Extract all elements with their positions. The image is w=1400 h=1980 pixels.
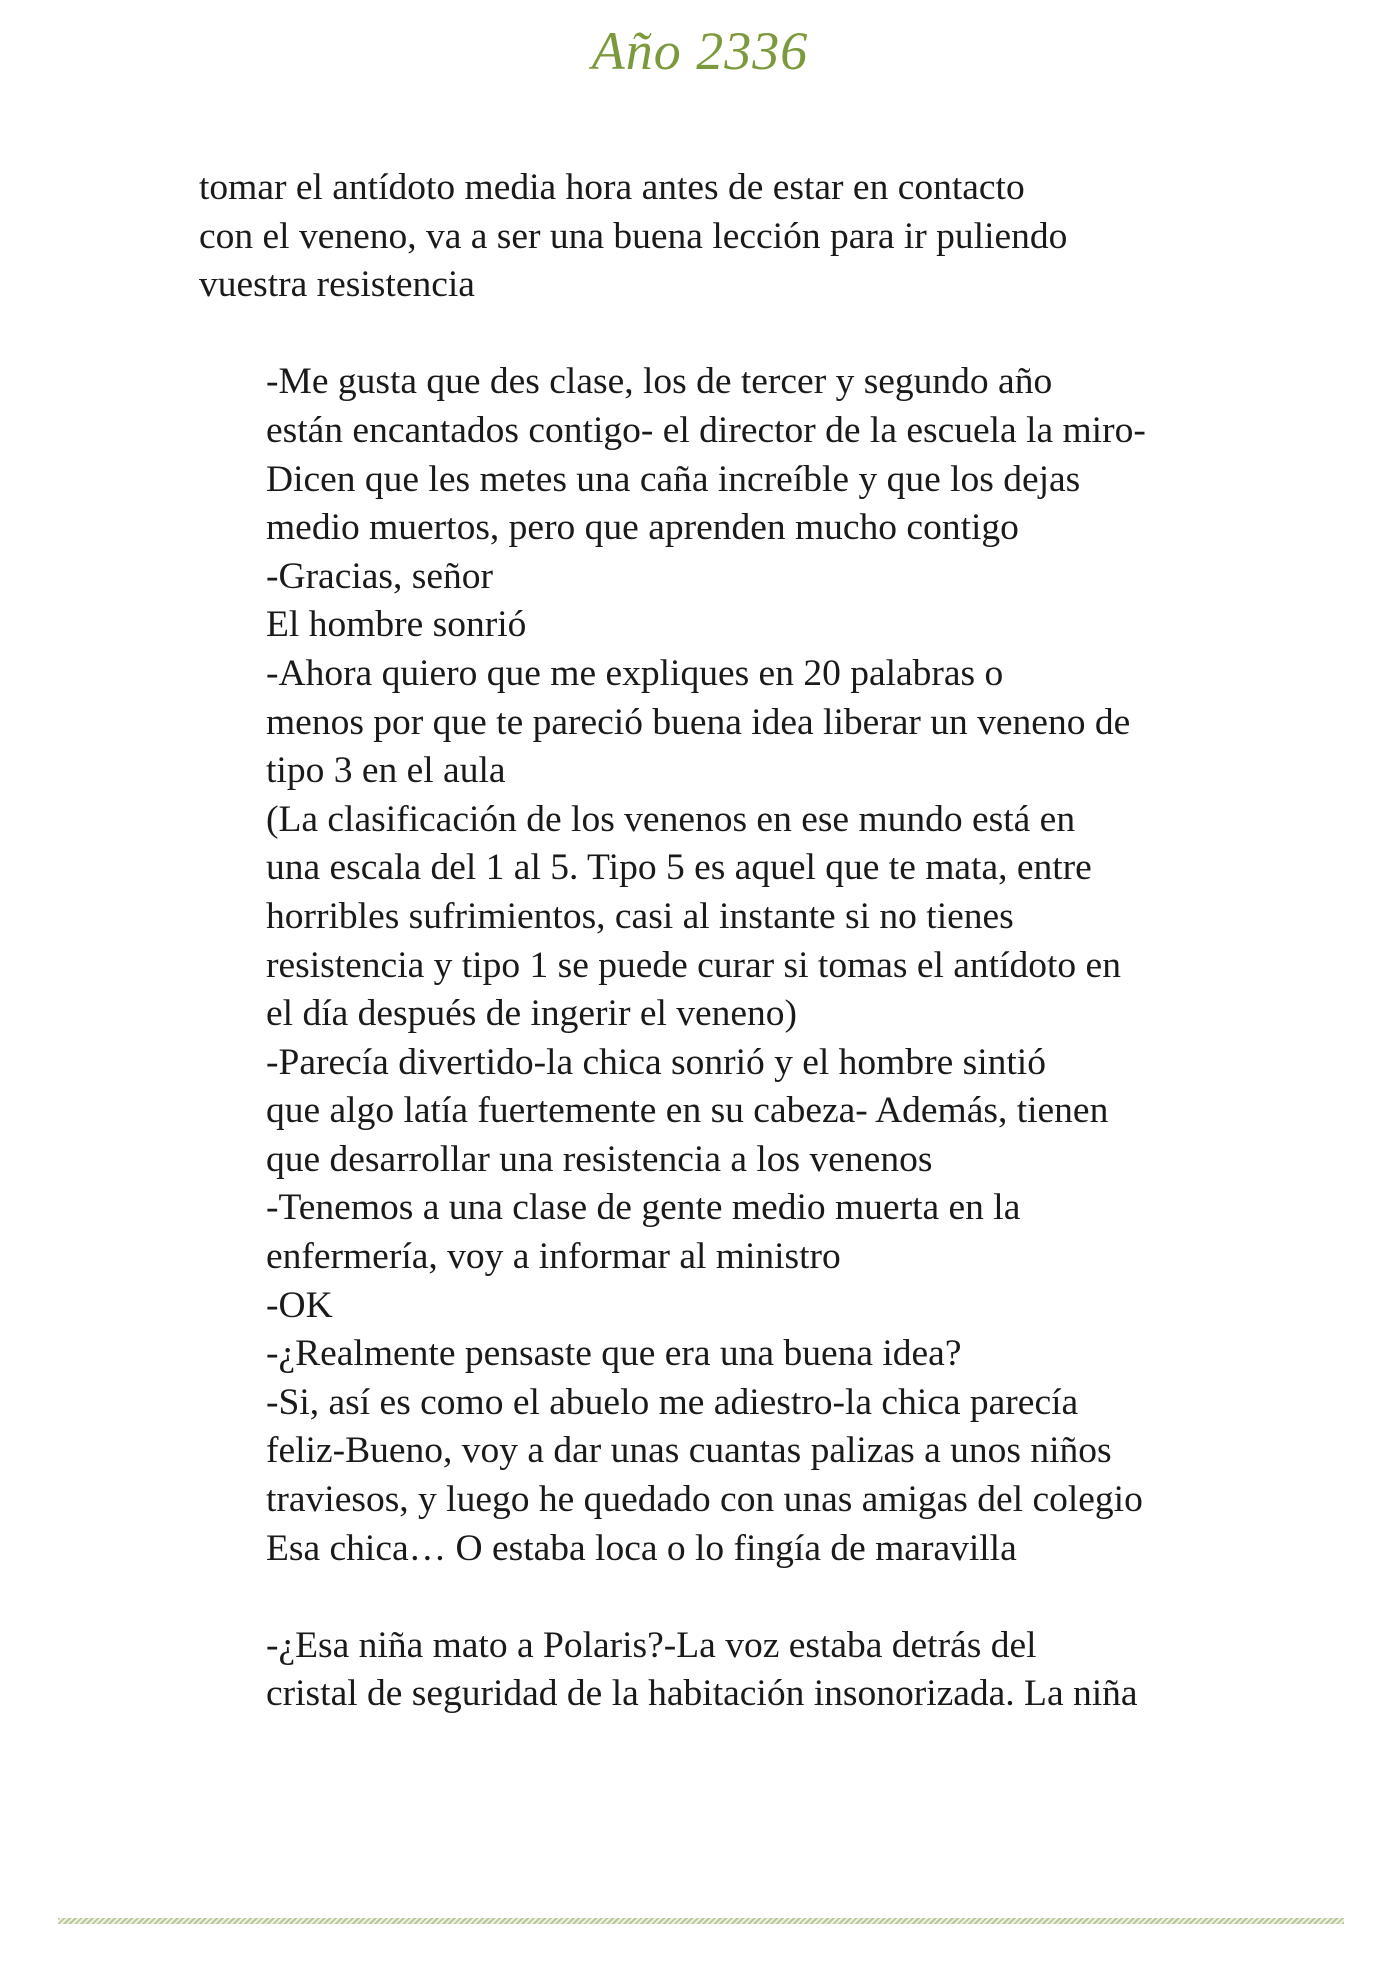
page-body [199,164,1219,1719]
text-line: -Si, así es como el abuelo me adiestro-la chica parecía [266,1381,1079,1423]
text-line: -Parecía divertido-la chica sonrió y el hombre sintió [266,1041,1046,1083]
text-line: que algo latía fuertemente en su cabeza- Además, tienen [266,1090,1109,1132]
text-line: resistencia y tipo 1 se puede curar si tomas el antídoto en [266,944,1121,986]
text-line: traviesos, y luego he quedado con unas amigas del colegio [266,1479,1143,1521]
paragraph [199,796,1219,1039]
paragraph [199,601,1219,650]
paragraph [199,1184,1219,1281]
paragraph [199,1330,1219,1379]
text-line: que desarrollar una resistencia a los venenos [266,1138,933,1180]
text-line: -Me gusta que des clase, los de tercer y segundo año [266,361,1053,403]
paragraph-spacer [199,1573,1219,1622]
paragraph [199,1282,1219,1331]
text-line: feliz-Bueno, voy a dar unas cuantas palizas a unos niños [266,1430,1112,1472]
text-line: cristal de seguridad de la habitación insonorizada. La niña [266,1673,1138,1715]
paragraph [199,553,1219,602]
text-line: El hombre sonrió [266,604,527,646]
text-line: -OK [266,1284,333,1326]
text-line: menos por que te pareció buena idea liberar un veneno de [266,701,1131,743]
text-line: (La clasificación de los venenos en ese mundo está en [266,798,1076,840]
paragraph [199,1622,1219,1719]
text-line: tipo 3 en el aula [266,750,506,792]
paragraph [199,1525,1219,1574]
text-line: -Gracias, señor [266,555,493,597]
text-line: -¿Esa niña mato a Polaris?-La voz estaba detrás del [266,1624,1037,1666]
paragraph [199,650,1219,796]
page-title: Año 2336 [591,21,809,81]
paragraph [199,164,1219,310]
text-line: -¿Realmente pensaste que era una buena idea? [266,1333,962,1375]
text-line: una escala del 1 al 5. Tipo 5 es aquel que te mata, entre [266,847,1092,889]
footer-divider [58,1918,1344,1924]
paragraph [199,358,1219,552]
text-line: medio muertos, pero que aprenden mucho contigo [266,507,1019,549]
text-line: el día después de ingerir el veneno) [266,993,798,1035]
text-line: -Tenemos a una clase de gente medio muerta en la [266,1187,1021,1229]
paragraph [199,1039,1219,1185]
text-line: tomar el antídoto media hora antes de estar en contacto [199,167,1025,208]
text-line: enfermería, voy a informar al ministro [266,1236,841,1278]
text-line: horribles sufrimientos, casi al instante si no tienes [266,895,1014,937]
text-line: Dicen que les metes una caña increíble y que los dejas [266,458,1081,500]
text-line: Esa chica… O estaba loca o lo fingía de maravilla [266,1527,1017,1569]
text-line: con el veneno, va a ser una buena lección para ir puliendo [199,215,1068,257]
text-line: vuestra resistencia [199,264,475,306]
text-line: -Ahora quiero que me expliques en 20 palabras o [266,652,1004,694]
paragraph-spacer [199,310,1219,359]
text-line: están encantados contigo- el director de la escuela la miro- [266,409,1146,451]
paragraph [199,1379,1219,1525]
